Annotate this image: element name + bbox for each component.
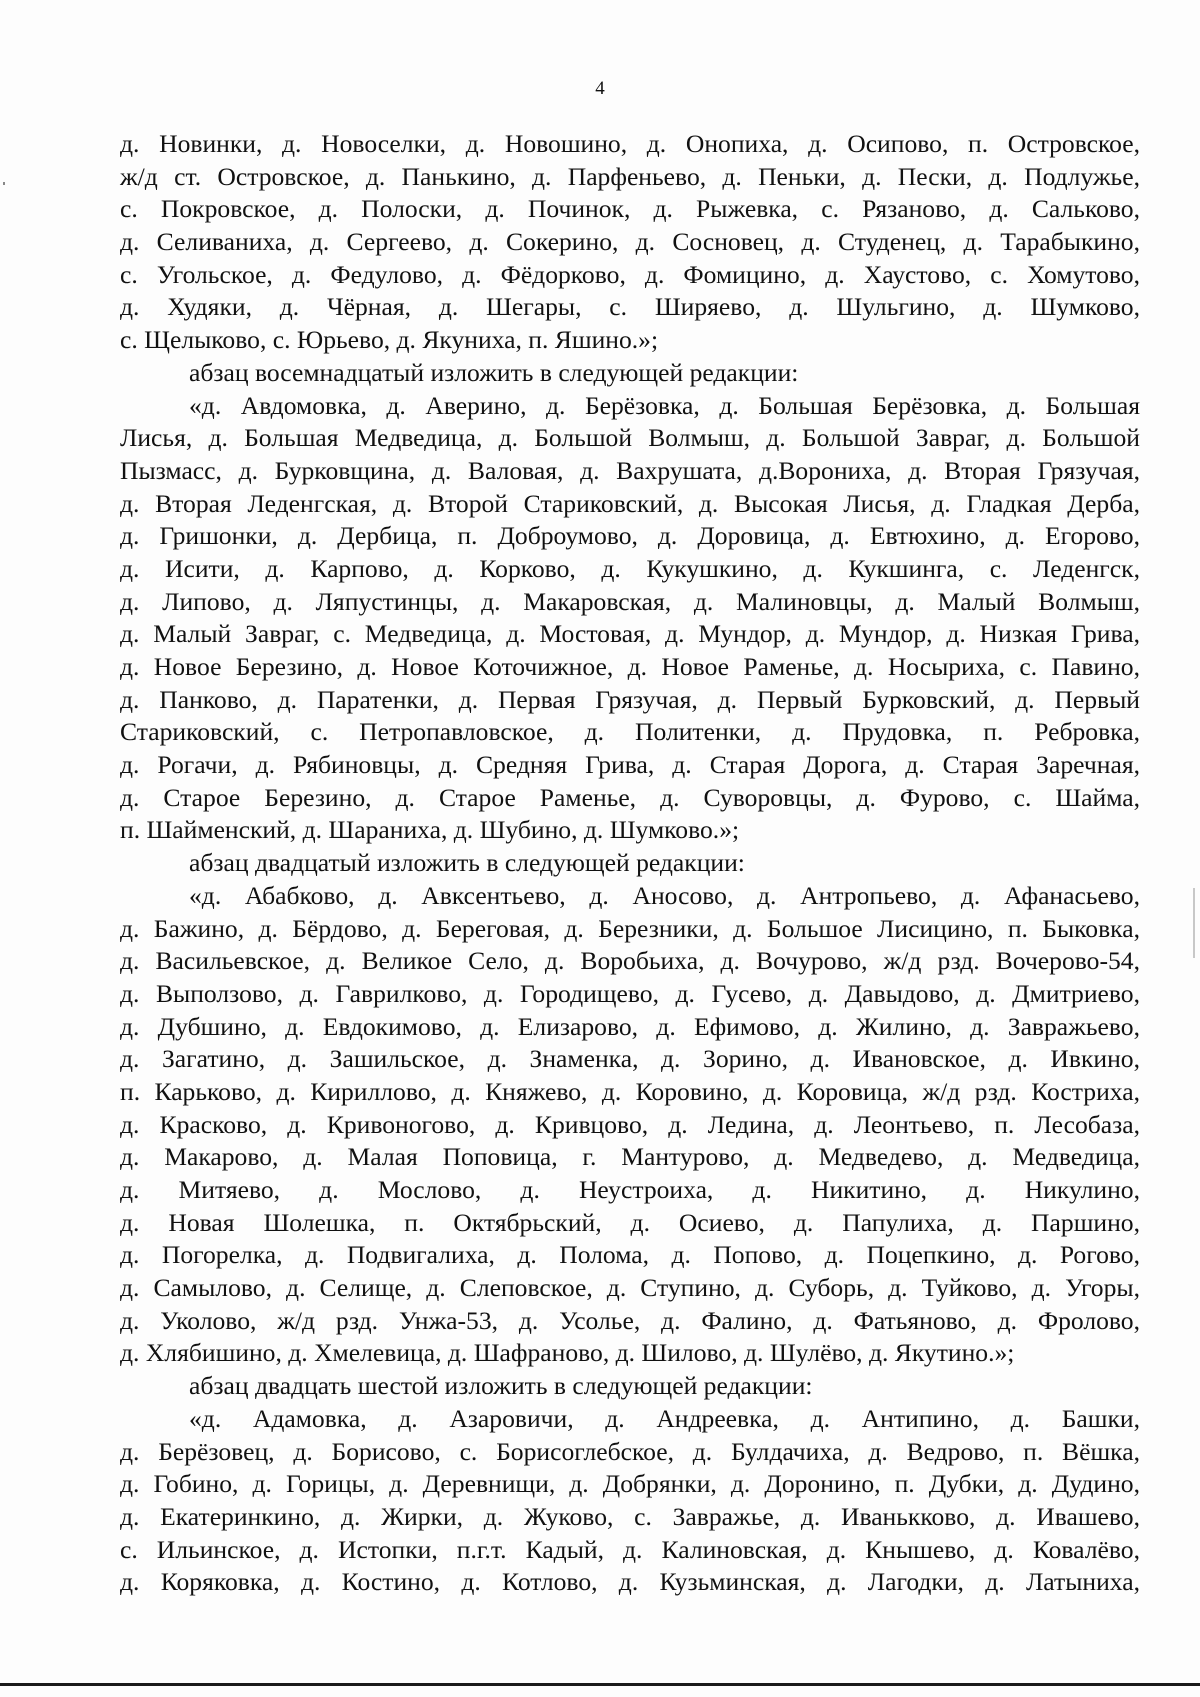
text-line: д. Селиваниха, д. Сергеево, д. Сокерино, д. Сосновец, д. Студенец, д. Тарабыкино, (120, 227, 1140, 257)
text-line: д. Хлябишино, д. Хмелевица, д. Шафраново, д. Шилово, д. Шулёво, д. Якутино.»; (120, 1338, 1015, 1368)
text-line: д. Екатеринкино, д. Жирки, д. Жуково, с. Завражье, д. Иванькково, д. Ивашево, (120, 1501, 1140, 1531)
text-line: д. Загатино, д. Зашильское, д. Знаменка, д. Зорино, д. Ивановское, д. Ивкино, (120, 1044, 1140, 1074)
text-line: д. Малый Завраг, с. Медведица, д. Мостовая, д. Мундор, д. Мундор, д. Низкая Грива, (120, 619, 1140, 649)
text-line: д. Самылово, д. Селище, д. Слеповское, д. Ступино, д. Суборь, д. Туйково, д. Угоры, (120, 1273, 1140, 1303)
text-line: ж/д ст. Островское, д. Панькино, д. Парфеньево, д. Пеньки, д. Пески, д. Подлужье, (120, 161, 1140, 191)
text-line: д. Выползово, д. Гаврилково, д. Городищево, д. Гусево, д. Давыдово, д. Дмитриево, (120, 978, 1140, 1008)
text-line: д. Митяево, д. Мослово, д. Неустроиха, д. Никитино, д. Никулино, (120, 1175, 1140, 1204)
text-line: д. Исити, д. Карпово, д. Корково, д. Кукушкино, д. Кукшинга, с. Леденгск, (120, 553, 1140, 583)
text-line: абзац двадцать шестой изложить в следующей редакции: (189, 1371, 813, 1401)
text-line: с. Ильинское, д. Истопки, п.г.т. Кадый, д. Калиновская, д. Кнышево, д. Ковалёво, (120, 1534, 1140, 1564)
text-line: Стариковский, с. Петропавловское, д. Политенки, д. Прудовка, п. Ребровка, (120, 717, 1140, 747)
text-line: д. Новое Березино, д. Новое Коточижное, д. Новое Раменье, д. Носыриха, с. Павино, (120, 652, 1140, 681)
text-line: д. Макарово, д. Малая Поповица, г. Мантурово, д. Медведево, д. Медведица, (120, 1142, 1140, 1172)
page-number: 4 (595, 78, 605, 99)
text-line: д. Погорелка, д. Подвигалиха, д. Полома, д. Попово, д. Поцепкино, д. Рогово, (120, 1240, 1140, 1270)
text-line: «д. Авдомовка, д. Аверино, д. Берёзовка, д. Большая Берёзовка, д. Большая (189, 390, 1140, 420)
text-line: д. Гобино, д. Горицы, д. Деревнищи, д. Добрянки, д. Доронино, п. Дубки, д. Дудино, (120, 1469, 1140, 1499)
text-line: д. Вторая Леденгская, д. Второй Стариковский, д. Высокая Лисья, д. Гладкая Дерба, (120, 488, 1140, 518)
text-line: п. Шайменский, д. Шараниха, д. Шубино, д. Шумково.»; (120, 815, 740, 845)
text-line: д. Старое Березино, д. Старое Раменье, д. Суворовцы, д. Фурово, с. Шайма, (120, 782, 1140, 812)
text-line: д. Коряковка, д. Костино, д. Котлово, д. Кузьминская, д. Лагодки, д. Латыниха, (120, 1567, 1140, 1597)
text-line: д. Красково, д. Кривоногово, д. Кривцово, д. Ледина, д. Леонтьево, п. Лесобаза, (120, 1109, 1140, 1139)
text-line: Пызмасс, д. Бурковщина, д. Валовая, д. Вахрушата, д.Ворониха, д. Вторая Грязучая, (120, 455, 1140, 485)
document-body (120, 128, 1140, 1599)
text-line: д. Васильевское, д. Великое Село, д. Воробьиха, д. Вочурово, ж/д рзд. Вочерово-54, (120, 946, 1140, 976)
scan-artifact (1193, 888, 1195, 958)
text-line: с. Угольское, д. Федулово, д. Фёдорково, д. Фомицино, д. Хаустово, с. Хомутово, (120, 259, 1140, 289)
text-line: п. Карьково, д. Кириллово, д. Княжево, д. Коровино, д. Коровица, ж/д рзд. Костриха, (120, 1076, 1140, 1106)
text-line: д. Бажино, д. Бёрдово, д. Береговая, д. Березники, д. Большое Лисицино, п. Быковка, (120, 913, 1140, 943)
text-line: «д. Адамовка, д. Азаровичи, д. Андреевка, д. Антипино, д. Башки, (189, 1403, 1140, 1433)
text-line: д. Панково, д. Паратенки, д. Первая Грязучая, д. Первый Бурковский, д. Первый (120, 684, 1140, 714)
text-line: д. Новинки, д. Новоселки, д. Новошино, д. Онопиха, д. Осипово, п. Островское, (120, 129, 1140, 158)
text-line: «д. Абабково, д. Авксентьево, д. Аносово, д. Антропьево, д. Афанасьево, (189, 880, 1140, 910)
text-line: д. Новая Шолешка, п. Октябрьский, д. Осиево, д. Папулиха, д. Паршино, (120, 1207, 1140, 1237)
text-line: д. Гришонки, д. Дербица, п. Доброумово, д. Доровица, д. Евтюхино, д. Егорово, (120, 521, 1140, 551)
text-line: д. Дубшино, д. Евдокимово, д. Елизарово, д. Ефимово, д. Жилино, д. Завражьево, (120, 1011, 1140, 1041)
scan-artifact (3, 182, 5, 185)
text-line: д. Липово, д. Ляпустинцы, д. Макаровская, д. Малиновцы, д. Малый Волмыш, (120, 586, 1140, 616)
text-line: с. Покровское, д. Полоски, д. Починок, д. Рыжевка, с. Рязаново, д. Сальково, (120, 194, 1140, 224)
text-line: д. Рогачи, д. Рябиновцы, д. Средняя Грива, д. Старая Дорога, д. Старая Заречная, (120, 750, 1140, 780)
text-line: д. Берёзовец, д. Борисово, с. Борисоглебское, д. Булдачиха, д. Ведрово, п. Вёшка, (120, 1436, 1140, 1466)
text-line: Лисья, д. Большая Медведица, д. Большой Волмыш, д. Большой Завраг, д. Большой (120, 423, 1140, 453)
text-line: д. Уколово, ж/д рзд. Унжа-53, д. Усолье, д. Фалино, д. Фатьяново, д. Фролово, (120, 1305, 1140, 1335)
page-bottom-edge (0, 1683, 1200, 1686)
text-line: с. Щелыково, с. Юрьево, д. Якуниха, п. Яшино.»; (120, 325, 659, 355)
text-line: д. Худяки, д. Чёрная, д. Шегары, с. Ширяево, д. Шульгино, д. Шумково, (120, 292, 1140, 322)
text-line: абзац восемнадцатый изложить в следующей редакции: (189, 357, 799, 387)
text-line: абзац двадцатый изложить в следующей редакции: (189, 848, 745, 878)
